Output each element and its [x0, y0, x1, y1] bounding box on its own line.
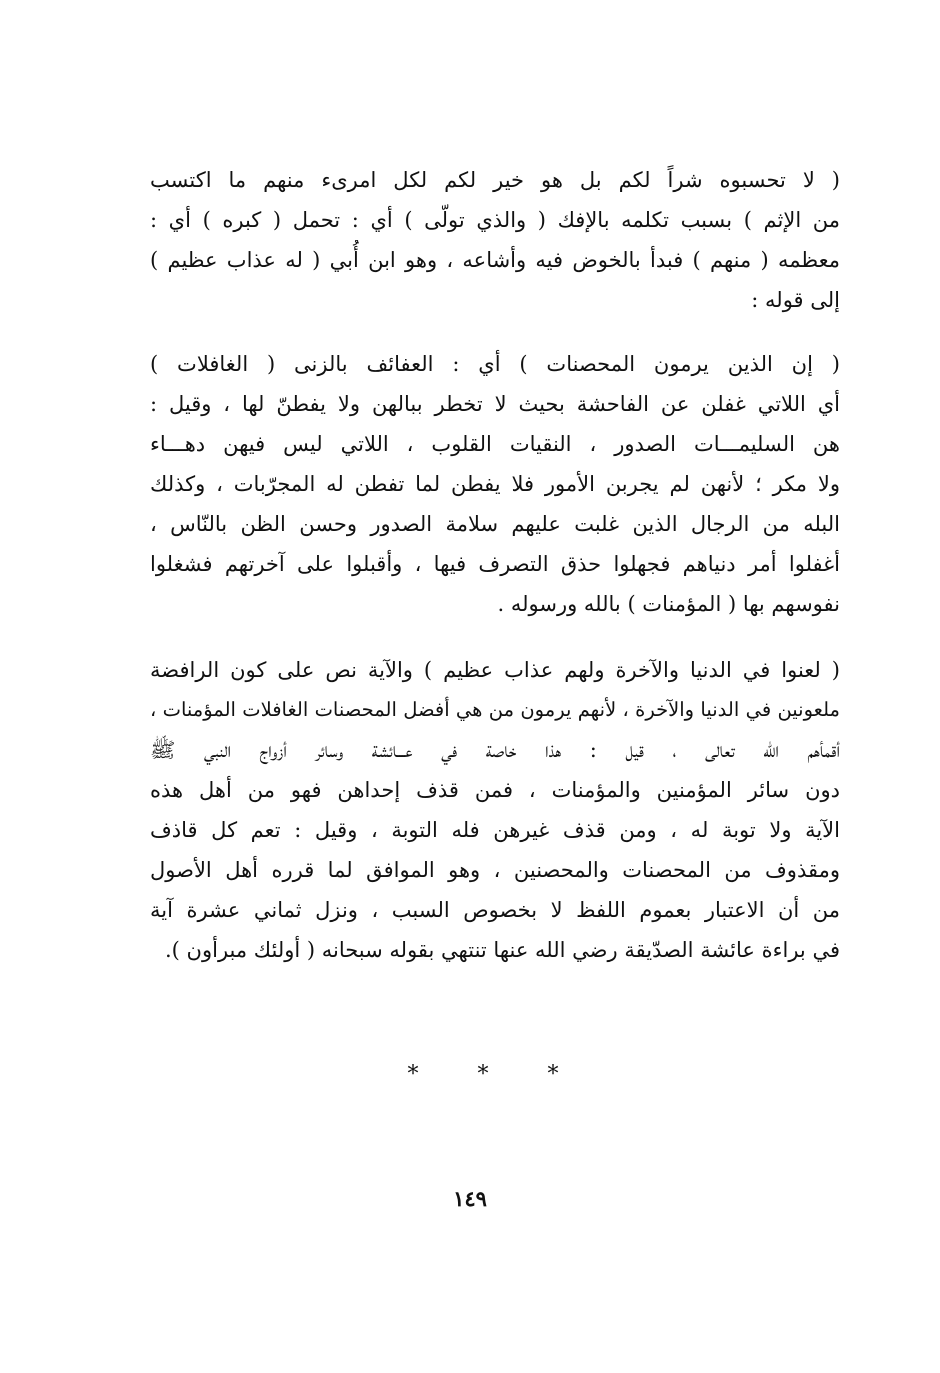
text-line: ولا مكر ؛ لأنهن لم يجربن الأمور فلا يفطن لما تفطن له المجرّبات ، وكذلك: [150, 472, 840, 496]
text-line: أغفلوا أمر دنياهم فجهلوا حذق التصرف فيها ، وأقبلوا على آخرتهم فشغلوا: [150, 552, 840, 576]
paragraph-2: [150, 344, 840, 624]
text-line: في براءة عائشة الصدّيقة رضي الله عنها تنتهي بقوله سبحانه ( أولئك مبرأون ).: [165, 938, 840, 962]
text-line: ملعونين في الدنيا والآخرة ، لأنهم يرمون من هي أفضل المحصنات الغافلات المؤمنات ،: [150, 698, 840, 721]
paragraph-1: [150, 160, 840, 320]
text-line: البله من الرجال الذين غلبت عليهم سلامة الصدور وحسن الظن بالنّاس ،: [150, 512, 840, 536]
page-number: ١٤٩: [453, 1186, 487, 1211]
paragraph-3: [150, 650, 840, 970]
text-line: الآية ولا توبة له ، ومن قذف غيرهن فله التوبة ، وقيل : تعم كل قاذف: [150, 818, 840, 842]
section-divider: * * *: [407, 1062, 585, 1087]
text-line: هن السليمـــات الصدور ، النقيات القلوب ، اللاتي ليس فيهن دهـــاء: [150, 432, 840, 456]
text-line: من أن الاعتبار بعموم اللفظ لا بخصوص السبب ، ونزل ثماني عشرة آية: [150, 898, 840, 922]
text-line: إلى قوله :: [751, 288, 840, 312]
text-line: ومقذوف من المحصنات والمحصنين ، وهو الموافق لما قرره أهل الأصول: [150, 858, 840, 882]
text-line: أقمأهم الله تعالى ، قيل : هذا خاصة في عـــائشة وسائر أزواج النبي ﷺ: [150, 738, 840, 762]
text-line: من الإثم ) بسبب تكلمه بالإفك ( والذي تولّى ) أي : تحمل ( كبره ) أي :: [150, 208, 840, 232]
text-line: ( لا تحسبوه شراً لكم بل هو خير لكم لكل امرىء منهم ما اكتسب: [150, 168, 840, 192]
text-line: ( إن الذين يرمون المحصنات ) أي : العفائف بالزنى ( الغافلات ): [150, 352, 840, 376]
text-line: نفوسهم بها ( المؤمنات ) بالله ورسوله .: [497, 592, 840, 616]
text-line: دون سائر المؤمنين والمؤمنات ، فمن قذف إحداهن فهو من أهل هذه: [150, 778, 840, 802]
text-line: ( لعنوا في الدنيا والآخرة ولهم عذاب عظيم ) والآية نص على كون الرافضة: [150, 658, 840, 682]
text-line: معظمه ( منهم ) فبدأ بالخوض فيه وأشاعه ، وهو ابن أُبي ( له عذاب عظيم ): [150, 248, 840, 272]
text-line: أي اللاتي غفلن عن الفاحشة بحيث لا تخطر ببالهن ولا يفطنّ لها ، وقيل :: [150, 392, 840, 416]
